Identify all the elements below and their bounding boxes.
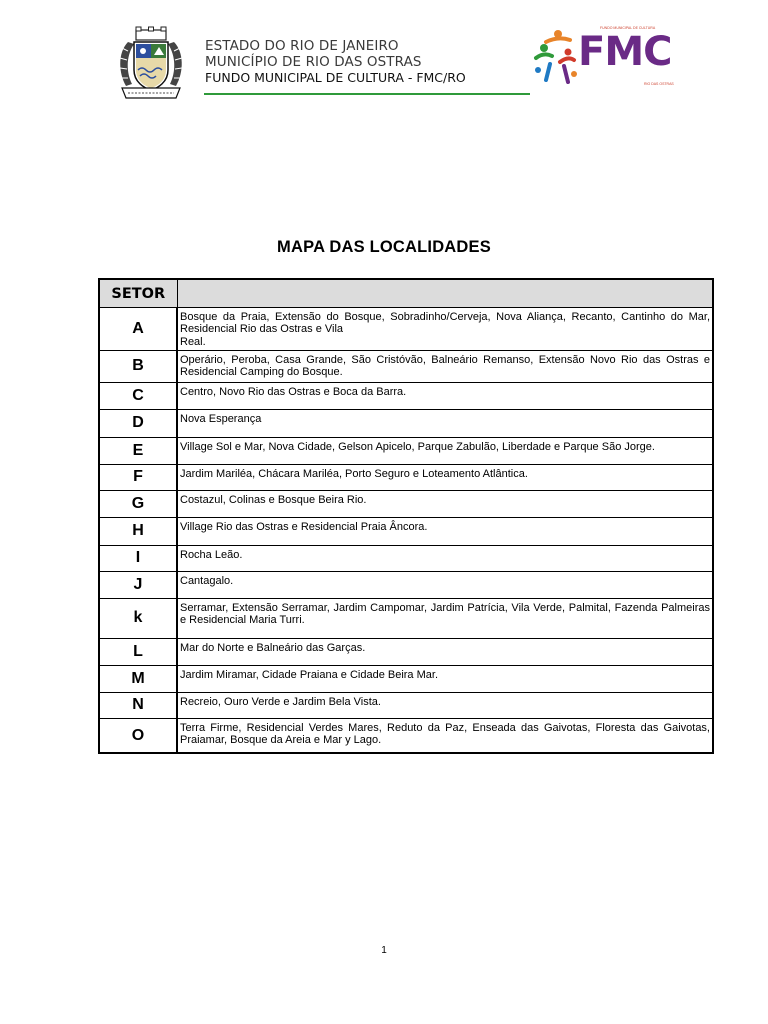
table-row — [99, 517, 713, 545]
fund-name: FUNDO MUNICIPAL DE CULTURA - FMC/RO — [205, 70, 466, 85]
table-row — [99, 382, 713, 409]
sector-cell: L — [99, 638, 177, 665]
page-title: MAPA DAS LOCALIDADES — [277, 238, 491, 256]
table-header-row — [99, 279, 713, 308]
localities-cell: Village Sol e Mar, Nova Cidade, Gelson Apicelo, Parque Zabulão, Liberdade e Parque São Jorge. — [177, 437, 713, 464]
table-row — [99, 692, 713, 718]
sector-cell: J — [99, 571, 177, 598]
table-row — [99, 665, 713, 692]
localities-cell: Mar do Norte e Balneário das Garças. — [177, 638, 713, 665]
table-row — [99, 308, 713, 351]
sector-cell: F — [99, 464, 177, 490]
table-row — [99, 350, 713, 382]
table-row — [99, 490, 713, 517]
localities-cell: Jardim Miramar, Cidade Praiana e Cidade Beira Mar. — [177, 665, 713, 692]
sector-cell: E — [99, 437, 177, 464]
sector-cell: N — [99, 692, 177, 718]
localities-cell: Costazul, Colinas e Bosque Beira Rio. — [177, 490, 713, 517]
localities-cell: Bosque da Praia, Extensão do Bosque, Sobradinho/Cerveja, Nova Aliança, Recanto, Cantinho do Mar, Residencial Rio das Ostras e Vila Real. — [177, 308, 713, 351]
sector-cell: D — [99, 409, 177, 437]
table-row — [99, 598, 713, 638]
table-row — [99, 571, 713, 598]
fmc-subtitle: RIO DAS OSTRAS — [644, 82, 674, 86]
municipality-name: MUNICÍPIO DE RIO DAS OSTRAS — [205, 54, 422, 70]
localities-cell: Terra Firme, Residencial Verdes Mares, Reduto da Paz, Enseada das Gaivotas, Floresta das Gaivotas, Praiamar, Bosque da Areia e Mar y Lago. — [177, 718, 713, 753]
sector-cell: O — [99, 718, 177, 753]
sector-cell: A — [99, 308, 177, 351]
localities-cell: Operário, Peroba, Casa Grande, São Cristóvão, Balneário Remanso, Extensão Novo Rio das Ostras e Residencial Camping do Bosque. — [177, 350, 713, 382]
localities-cell: Village Rio das Ostras e Residencial Praia Âncora. — [177, 517, 713, 545]
localities-cell: Jardim Mariléa, Chácara Mariléa, Porto Seguro e Loteamento Atlântica. — [177, 464, 713, 490]
coat-of-arms-icon — [114, 26, 188, 102]
localities-cell: Nova Esperança — [177, 409, 713, 437]
fmc-logo-text: FMC — [578, 29, 672, 75]
sector-cell: C — [99, 382, 177, 409]
sector-cell: G — [99, 490, 177, 517]
sector-cell: H — [99, 517, 177, 545]
sector-column-header: SETOR — [99, 279, 177, 308]
localities-cell: Recreio, Ouro Verde e Jardim Bela Vista. — [177, 692, 713, 718]
sector-cell: k — [99, 598, 177, 638]
localities-cell: Serramar, Extensão Serramar, Jardim Campomar, Jardim Patrícia, Vila Verde, Palmital, Fazenda Palmeiras e Residencial Maria Turri. — [177, 598, 713, 638]
header-rule — [204, 93, 530, 95]
localities-cell: Centro, Novo Rio das Ostras e Boca da Barra. — [177, 382, 713, 409]
table-row — [99, 464, 713, 490]
fmc-tagline: FUNDO MUNICIPAL DE CULTURA — [600, 26, 656, 30]
sector-cell: I — [99, 545, 177, 571]
localities-table — [98, 278, 714, 754]
sector-cell: B — [99, 350, 177, 382]
localities-column-header — [177, 279, 713, 308]
table-row — [99, 437, 713, 464]
table-row — [99, 718, 713, 753]
localities-cell: Cantagalo. — [177, 571, 713, 598]
header-text-block — [205, 38, 466, 86]
state-name: ESTADO DO RIO DE JANEIRO — [205, 38, 399, 54]
localities-cell: Rocha Leão. — [177, 545, 713, 571]
sector-cell: M — [99, 665, 177, 692]
table-row — [99, 409, 713, 437]
page-number: 1 — [381, 945, 387, 956]
page-header — [0, 0, 768, 110]
table-row — [99, 638, 713, 665]
table-row — [99, 545, 713, 571]
